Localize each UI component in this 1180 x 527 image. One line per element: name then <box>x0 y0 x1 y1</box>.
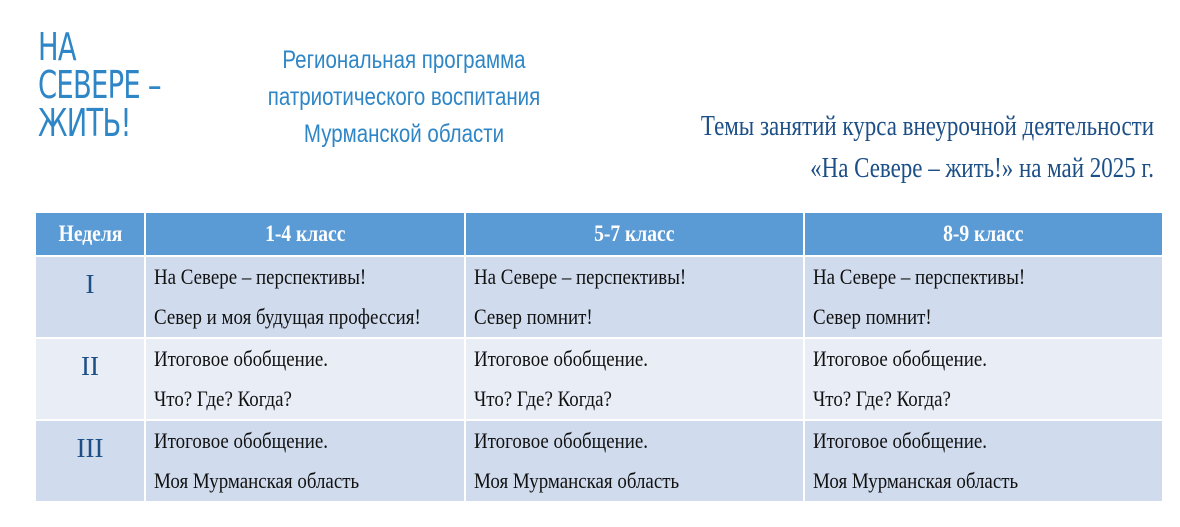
topic-line: Что? Где? Когда? <box>474 386 612 411</box>
topic-line: Север помнит! <box>813 304 932 329</box>
topic-cell <box>145 256 465 338</box>
topic-cell <box>804 256 1163 338</box>
page-title <box>534 106 1154 190</box>
table-row <box>35 338 1163 420</box>
topic-cell <box>465 420 804 502</box>
topic-line: Север помнит! <box>474 304 593 329</box>
topic-line: Итоговое обобщение. <box>813 346 988 371</box>
program-line: Мурманской области <box>303 120 505 148</box>
schedule-table <box>34 211 1164 503</box>
title-line: «На Севере – жить!» на май 2025 г. <box>810 153 1154 184</box>
logo-line: ЖИТЬ! <box>38 101 131 145</box>
topic-line: На Севере – перспективы! <box>474 264 687 289</box>
topic-line: Итоговое обобщение. <box>813 428 988 453</box>
header-grade-5-7: 5-7 класс <box>465 212 804 256</box>
week-cell: I <box>35 256 145 338</box>
logo-line: СЕВЕРЕ – <box>38 63 161 107</box>
header-grade-8-9: 8-9 класс <box>804 212 1163 256</box>
week-cell: II <box>35 338 145 420</box>
table-header-row <box>35 212 1163 256</box>
logo-line: НА <box>38 25 76 69</box>
topic-line: Что? Где? Когда? <box>154 386 292 411</box>
topic-cell <box>145 338 465 420</box>
topic-line: Север и моя будущая профессия! <box>154 304 421 329</box>
table-row <box>35 420 1163 502</box>
week-cell: III <box>35 420 145 502</box>
program-caption <box>232 42 576 153</box>
topic-line: Итоговое обобщение. <box>154 346 329 371</box>
topic-cell <box>465 338 804 420</box>
topic-line: На Севере – перспективы! <box>813 264 1026 289</box>
topic-line: Что? Где? Когда? <box>813 386 951 411</box>
topic-line: Моя Мурманская область <box>813 468 1019 493</box>
topic-cell <box>804 420 1163 502</box>
header-week: Неделя <box>35 212 145 256</box>
header-grade-1-4: 1-4 класс <box>145 212 465 256</box>
topic-line: Моя Мурманская область <box>154 468 360 493</box>
topic-line: Итоговое обобщение. <box>154 428 329 453</box>
topic-line: Итоговое обобщение. <box>474 346 649 371</box>
topic-cell <box>145 420 465 502</box>
topic-cell <box>465 256 804 338</box>
program-line: Региональная программа <box>282 46 526 74</box>
topic-cell <box>804 338 1163 420</box>
topic-line: Моя Мурманская область <box>474 468 680 493</box>
topic-line: Итоговое обобщение. <box>474 428 649 453</box>
title-line: Темы занятий курса внеурочной деятельности <box>700 111 1154 142</box>
table-row <box>35 256 1163 338</box>
program-line: патриотического воспитания <box>267 83 541 111</box>
logo <box>38 25 209 145</box>
topic-line: На Севере – перспективы! <box>154 264 367 289</box>
